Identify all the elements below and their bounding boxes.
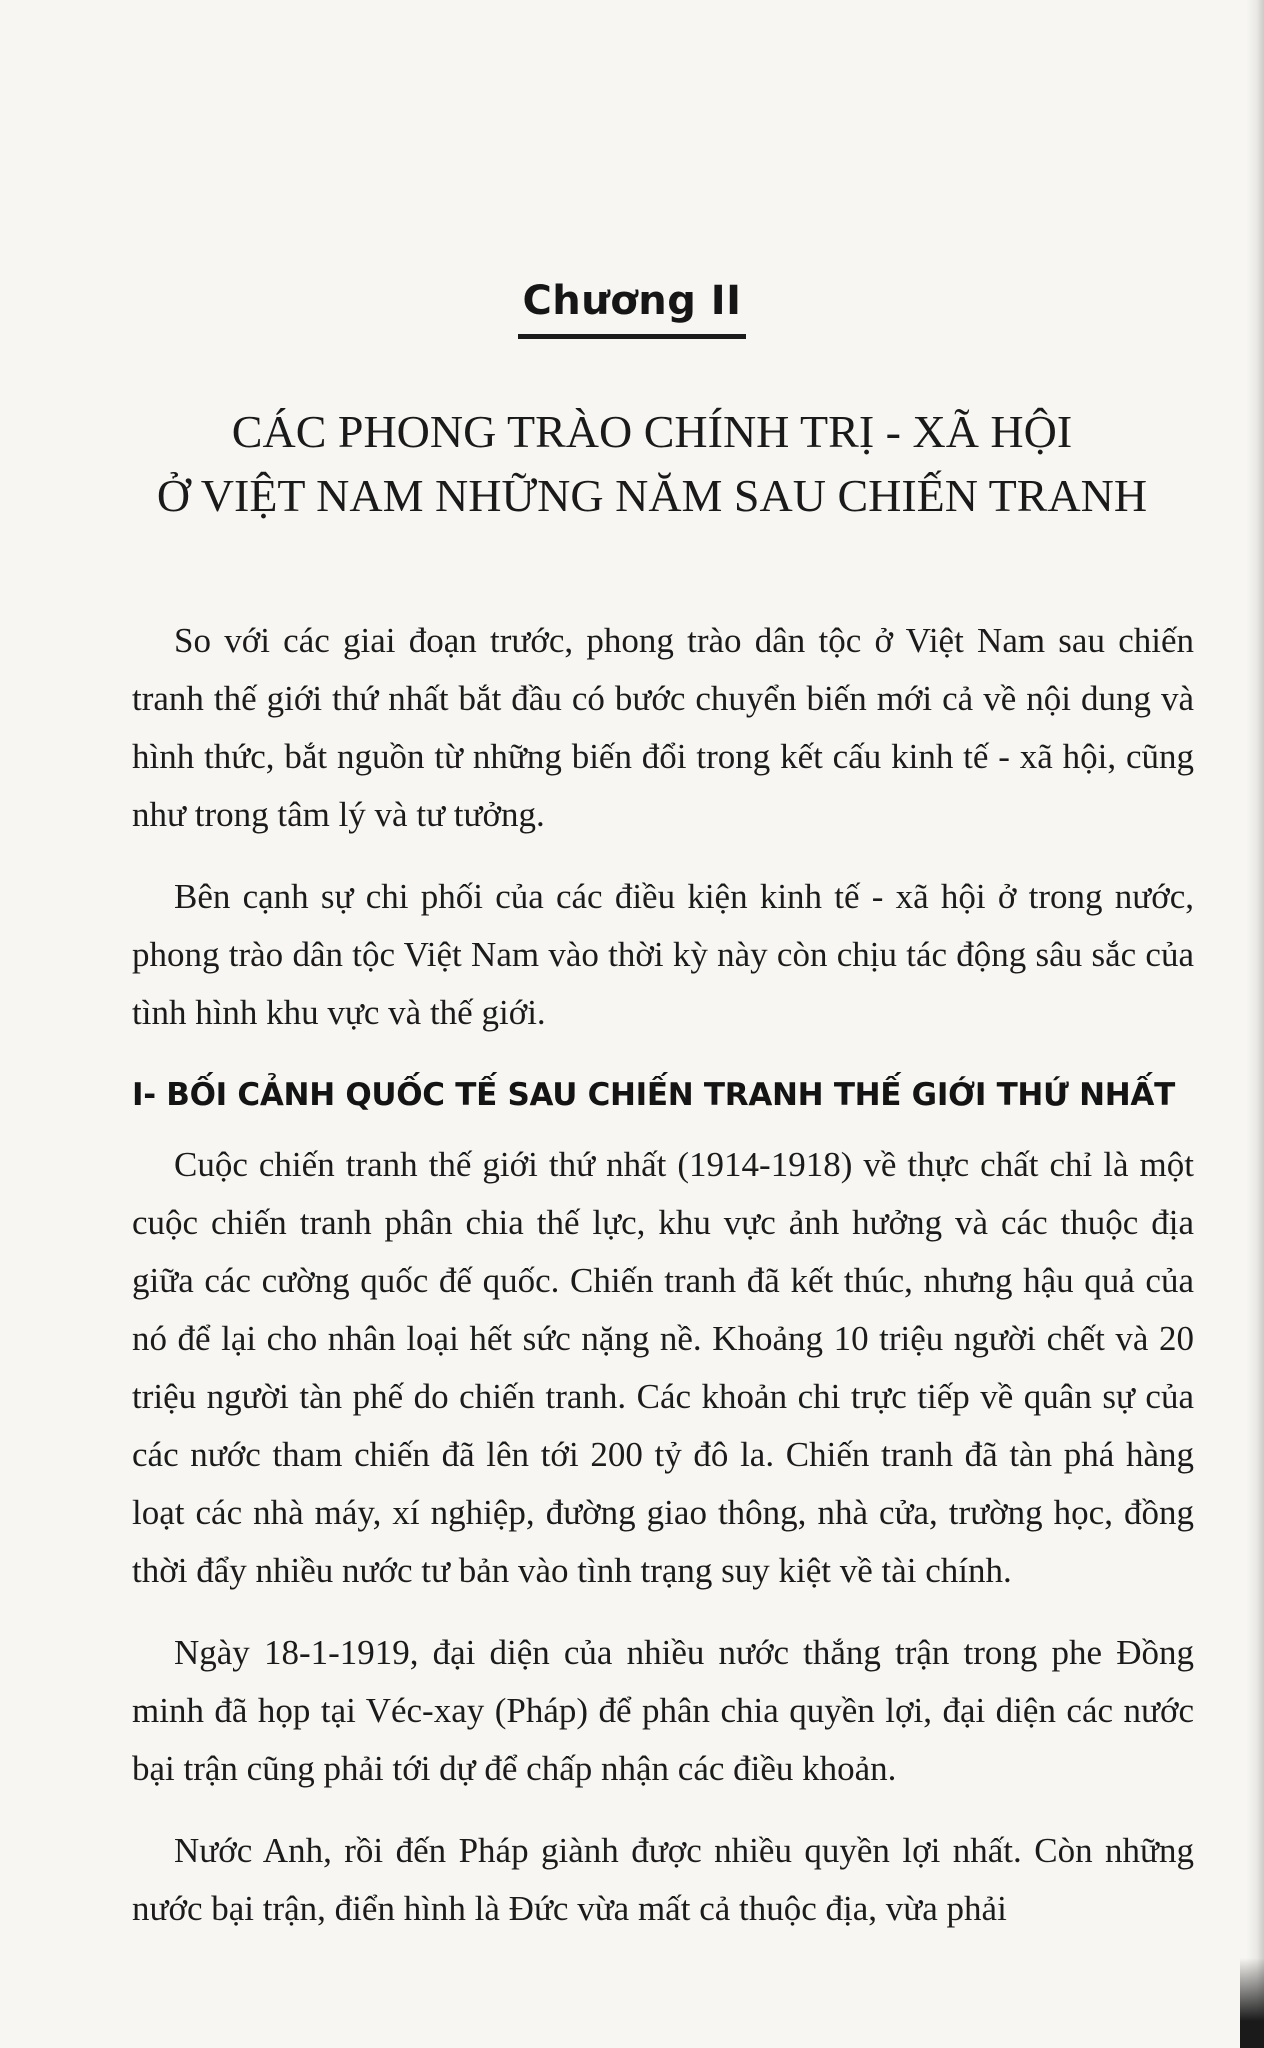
chapter-label	[0, 278, 1264, 339]
chapter-title-line-1: CÁC PHONG TRÀO CHÍNH TRỊ - XÃ HỘI	[231, 406, 1073, 457]
section-paragraph-3: Nước Anh, rồi đến Pháp giành được nhiều quyền lợi nhất. Còn những nước bại trận, điển hình là Đức vừa mất cả thuộc địa, vừa phải	[132, 1831, 1194, 1928]
intro-paragraph-1: So với các giai đoạn trước, phong trào dân tộc ở Việt Nam sau chiến tranh thế giới thứ nhất bắt đầu có bước chuyển biến mới cả về nội dung và hình thức, bắt nguồn từ những biến đổi trong kết cấu kinh tế - xã hội, cũng như trong tâm lý và tư tưởng.	[132, 621, 1194, 834]
page-corner-shadow	[1240, 1958, 1264, 2048]
section-heading: I- BỐI CẢNH QUỐC TẾ SAU CHIẾN TRANH THẾ GIỚI THỨ NHẤT	[132, 1077, 1175, 1113]
chapter-title	[100, 400, 1204, 528]
intro-paragraph-2: Bên cạnh sự chi phối của các điều kiện kinh tế - xã hội ở trong nước, phong trào dân tộc Việt Nam vào thời kỳ này còn chịu tác động sâu sắc của tình hình khu vực và thế giới.	[132, 877, 1194, 1032]
page-body	[132, 612, 1194, 1938]
page-edge-shadow	[1246, 0, 1264, 2048]
section-paragraph-1: Cuộc chiến tranh thế giới thứ nhất (1914-1918) về thực chất chỉ là một cuộc chiến tranh phân chia thế lực, khu vực ảnh hưởng và các thuộc địa giữa các cường quốc đế quốc. Chiến tranh đã kết thúc, nhưng hậu quả của nó để lại cho nhân loại hết sức nặng nề. Khoảng 10 triệu người chết và 20 triệu người tàn phế do chiến tranh. Các khoản chi trực tiếp về quân sự của các nước tham chiến đã lên tới 200 tỷ đô la. Chiến tranh đã tàn phá hàng loạt các nhà máy, xí nghiệp, đường giao thông, nhà cửa, trường học, đồng thời đẩy nhiều nước tư bản vào tình trạng suy kiệt về tài chính.	[132, 1145, 1194, 1590]
section-paragraph-2: Ngày 18-1-1919, đại diện của nhiều nước thắng trận trong phe Đồng minh đã họp tại Véc-xay (Pháp) để phân chia quyền lợi, đại diện các nước bại trận cũng phải tới dự để chấp nhận các điều khoản.	[132, 1633, 1194, 1788]
chapter-label-text: Chương II	[518, 278, 745, 339]
chapter-title-line-2: Ở VIỆT NAM NHỮNG NĂM SAU CHIẾN TRANH	[156, 470, 1148, 521]
